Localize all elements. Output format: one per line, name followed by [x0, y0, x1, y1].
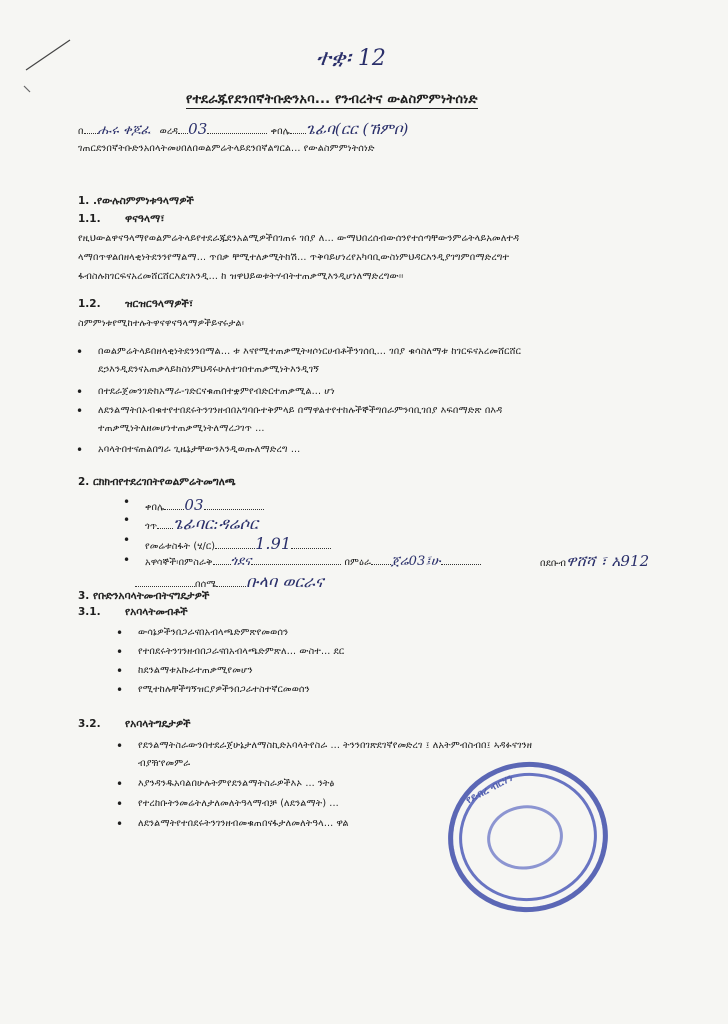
section-3-1-label: 3.1. [78, 606, 101, 618]
section-1-2-intro: ስምምነቱየሚከተሉትዋናዋናዓላማዎችይኖሩታል፡ [78, 318, 245, 329]
zone-value: 03 [188, 120, 208, 138]
section-1-2-title: ዝርዝርዓላማዎች፣ [125, 298, 194, 310]
s32-bullet-3: • የተረከቡትንመሬትለታለመለትዓላማብቻ (ለደንልማት) ... [138, 798, 339, 809]
section-1-1-line-3: ፋብስሉክገርፍናአረመሸርሸርእደገእንዲ... ከ ዝዋህይወቱትሃብትተጠቃሚእንዲሆነለማድረግው፡፡ [78, 271, 404, 282]
s1-bullet-1: • በወልምሬትላይበዘላቂነትደንንበማል... ቱ እናየሚተጠቃሚትዛሶነርሀብቶችንገሰቢ... ገበያ ቁሳስለማቱ ከገርፍናአረመሸርሸር [98, 346, 521, 357]
margin-pencil-marks [8, 20, 78, 100]
s32-bullet-1: • የደንልማትስራውንበተደራጀሁኔታለማስኪድአባላትየስራ ... ትንንበገጽደገኛየመድረገ ፤ ለአትምብስብበ፤ ኣዳፉናገንዘ [138, 740, 532, 751]
s1-bullet-2: • በተደራጀመንገድከአማራ-ገድርናቁጠበተቋምየብድርተጠቃሚል... ሆነ [98, 386, 335, 397]
s32-bullet-2: • እያንዳንዱአባልበሁሉትምየደንልማትስራዎችእኦ ... ንትፅ [138, 778, 334, 789]
section-1-1-line-2: ላማበጥዋልበዘላቂነትደንንየማልማ... ጥበቃ ቸሚተለቃሚትከሽ... ጥቅባይሆነረየአካባቢውስነምህዳርእንዲያገግምበማድረግተ [78, 252, 510, 263]
s32-bullet-4: • ለደንልማትየተበደሩትንገንዘብመቁጠበናፋታለመለትዓላ... ዋል [138, 818, 349, 829]
s2-boundaries: • አዋሳኞች፡በምስራቅ ጎደና በምዕራ ጀሬ03፤ሁ [145, 554, 481, 569]
kebele-value: ጌፊባ(ርር (ኸምቦ) [305, 120, 409, 138]
s32-bullet-1-cont: ብያዥየመምራ [138, 758, 191, 769]
s2-area: • የመሬቱስፋት (ሄ/ር) 1.91 [145, 534, 331, 553]
handwritten-page-number: ተቋ፡ 12 [316, 46, 386, 71]
stamp-emblem [483, 800, 567, 874]
section-1-title: 1. .የውሉስምምነቱዓላማዎች [78, 195, 194, 207]
section-1-1-title: ዋናዓላማ፣ [125, 213, 165, 225]
section-2-title: 2. ርክክብየተደረገበትየወልምሬትመግለጫ [78, 476, 236, 488]
stamp-text: የደብረ ብርሃን [464, 772, 515, 807]
section-1-2-label: 1.2. [78, 298, 101, 310]
meta-line: በ ሑሩ ቀጆፈ ወረዳ 03 ቀበሌ ጌፊባ(ርር (ኸምቦ) [78, 120, 409, 138]
s2-village: • ጎጥ ጌፊባር:ዳሬሶር [145, 514, 258, 534]
section-3-2-title: የአባላትግዴታዎች [125, 718, 191, 730]
official-stamp [438, 752, 617, 923]
region-value: ሑሩ ቀጆፈ [97, 123, 151, 138]
s2-south: በደቡብዋሸሻ ፣ አ912 [540, 552, 650, 570]
s2-north: በሰሜ ቡላባ ወርራና [135, 572, 324, 592]
section-3-2-label: 3.2. [78, 718, 101, 730]
section-1-1-line-1: የዚህውልዋናዓላማየወልምሬትላይየተደራጁደንአልሚዎችበገጠሩ ገበያ ለ... ውማህበረሰብውሰንየተሰጣቸውንምሬትላይአመለተዳ [78, 233, 520, 244]
section-1-1-label: 1.1. [78, 213, 101, 225]
s31-bullet-1: • ውሳኔዎችንበጋራናበአብላጫድምጽየመወሰን [138, 627, 288, 638]
section-3-1-title: የአባላትመብቶች [125, 606, 188, 618]
section-3-title: 3. የቡድንአባላትመብትናግዴታዎች [78, 590, 210, 602]
s1-bullet-1-cont: ደኃእንዲደንናአጠቃላይከስነምህዳሩሁለተገበተጠቃሚነትእንዲገኝ [98, 364, 320, 375]
intro-line: ገጠርደንበኛትቡድንአበላትመሀበለበወልምሬትላይደንበኛልግርል... የውልስምምነትሰነድ [78, 143, 375, 154]
s31-bullet-2: • የተበደሩትንገንዘብበጋራናበአብላጫድምጽለ... ውስተ... ደር [138, 646, 344, 657]
s31-bullet-3: • ከደንልማቱአኩራተጠቃሚየመሆን [138, 665, 253, 676]
s31-bullet-4: • የሚተከሉቸችግኝዝርያዎችንበጋራተስተኛርመወሰን [138, 684, 310, 695]
document-title: የተደራጁየደንበኛትቡድንአባ... የንብረትና ውልስምምነትሰነድ [186, 92, 478, 107]
s1-bullet-3: • ለደንልማትበኦብቁተየተበደሩትንገንዘብበአግባቡተቅምላይ በማዋልተየተከሉችኞችግበራምንባቢገበያ እፍበማድጽ በእዳ [98, 405, 502, 416]
s1-bullet-4: • አባላትበተናጠልበግራ ጊዜኔታቸውንእንዲወጡለማድረግ ... [98, 444, 300, 455]
s2-kebele: • ቀበሌ 03 [145, 496, 264, 514]
s1-bullet-3-cont: ተጠቃሚነትለዘመሆነተጠቃሚነትለማረጋገጥ ... [98, 423, 265, 434]
